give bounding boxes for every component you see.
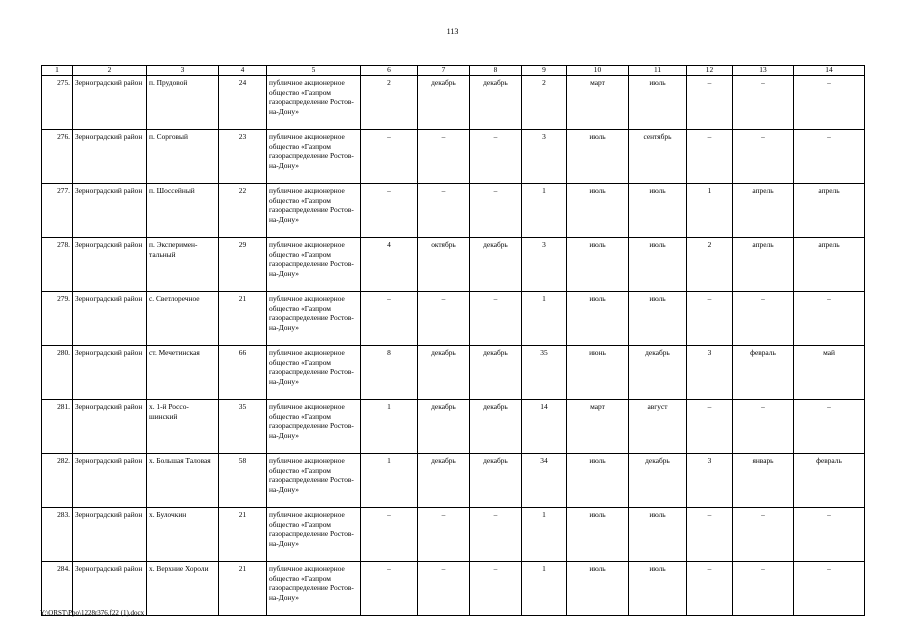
column-7-cell: – <box>418 130 470 184</box>
column-11-cell: сентябрь <box>629 130 687 184</box>
organization-cell: публичное акционерное общество «Газпром газораспределение Ростов-на-Дону» <box>267 184 361 238</box>
table-row <box>42 508 865 562</box>
table-row <box>42 76 865 130</box>
district-cell: Зерноградский район <box>73 130 147 184</box>
row-number: 275. <box>42 76 73 130</box>
column-8-cell: декабрь <box>470 346 522 400</box>
table-row <box>42 184 865 238</box>
column-number: 14 <box>794 66 865 76</box>
column-14-cell: май <box>794 346 865 400</box>
column-12-cell: 2 <box>687 238 733 292</box>
organization-cell: публичное акционерное общество «Газпром газораспределение Ростов-на-Дону» <box>267 238 361 292</box>
column-12-cell: – <box>687 130 733 184</box>
column-12-cell: – <box>687 508 733 562</box>
column-6-cell: 1 <box>361 400 418 454</box>
column-8-cell: – <box>470 562 522 616</box>
column-number: 4 <box>219 66 267 76</box>
organization-cell: публичное акционерное общество «Газпром газораспределение Ростов-на-Дону» <box>267 454 361 508</box>
column-8-cell: – <box>470 184 522 238</box>
settlement-cell: п. Шоссейный <box>147 184 219 238</box>
settlement-cell: х. Булочкин <box>147 508 219 562</box>
column-9-cell: 1 <box>522 292 567 346</box>
column-14-cell: – <box>794 508 865 562</box>
column-14-cell: – <box>794 292 865 346</box>
organization-cell: публичное акционерное общество «Газпром газораспределение Ростов-на-Дону» <box>267 346 361 400</box>
column-11-cell: июль <box>629 292 687 346</box>
column-4-cell: 22 <box>219 184 267 238</box>
column-7-cell: декабрь <box>418 76 470 130</box>
column-number: 13 <box>733 66 794 76</box>
district-cell: Зерноградский район <box>73 454 147 508</box>
district-cell: Зерноградский район <box>73 76 147 130</box>
column-8-cell: декабрь <box>470 400 522 454</box>
column-4-cell: 66 <box>219 346 267 400</box>
column-13-cell: – <box>733 76 794 130</box>
column-4-cell: 35 <box>219 400 267 454</box>
column-14-cell: апрель <box>794 238 865 292</box>
district-cell: Зерноградский район <box>73 184 147 238</box>
column-8-cell: декабрь <box>470 238 522 292</box>
column-14-cell: – <box>794 76 865 130</box>
column-10-cell: июль <box>567 562 629 616</box>
data-table <box>41 65 865 616</box>
settlement-cell: п. Эксперимен-тальный <box>147 238 219 292</box>
column-13-cell: апрель <box>733 238 794 292</box>
column-14-cell: февраль <box>794 454 865 508</box>
organization-cell: публичное акционерное общество «Газпром газораспределение Ростов-на-Дону» <box>267 130 361 184</box>
column-9-cell: 3 <box>522 238 567 292</box>
column-10-cell: март <box>567 76 629 130</box>
row-number: 283. <box>42 508 73 562</box>
column-8-cell: – <box>470 292 522 346</box>
row-number: 276. <box>42 130 73 184</box>
column-10-cell: июнь <box>567 346 629 400</box>
column-number: 5 <box>267 66 361 76</box>
column-6-cell: – <box>361 292 418 346</box>
column-10-cell: июль <box>567 454 629 508</box>
organization-cell: публичное акционерное общество «Газпром газораспределение Ростов-на-Дону» <box>267 508 361 562</box>
column-7-cell: декабрь <box>418 400 470 454</box>
district-cell: Зерноградский район <box>73 346 147 400</box>
column-7-cell: декабрь <box>418 454 470 508</box>
column-number: 2 <box>73 66 147 76</box>
column-number: 10 <box>567 66 629 76</box>
district-cell: Зерноградский район <box>73 508 147 562</box>
column-11-cell: июль <box>629 184 687 238</box>
column-12-cell: – <box>687 562 733 616</box>
column-10-cell: март <box>567 400 629 454</box>
column-9-cell: 3 <box>522 130 567 184</box>
table-row <box>42 130 865 184</box>
column-14-cell: – <box>794 130 865 184</box>
district-cell: Зерноградский район <box>73 238 147 292</box>
column-11-cell: июль <box>629 508 687 562</box>
settlement-cell: х. Верхние Хороли <box>147 562 219 616</box>
column-10-cell: июль <box>567 130 629 184</box>
column-4-cell: 29 <box>219 238 267 292</box>
settlement-cell: п. Сорговый <box>147 130 219 184</box>
column-10-cell: июль <box>567 508 629 562</box>
page-number: 113 <box>446 27 459 36</box>
table-row <box>42 292 865 346</box>
column-8-cell: декабрь <box>470 76 522 130</box>
column-13-cell: – <box>733 562 794 616</box>
column-9-cell: 35 <box>522 346 567 400</box>
column-7-cell: – <box>418 184 470 238</box>
row-number: 277. <box>42 184 73 238</box>
column-13-cell: – <box>733 292 794 346</box>
column-10-cell: июль <box>567 184 629 238</box>
district-cell: Зерноградский район <box>73 292 147 346</box>
column-6-cell: – <box>361 130 418 184</box>
column-4-cell: 21 <box>219 562 267 616</box>
organization-cell: публичное акционерное общество «Газпром газораспределение Ростов-на-Дону» <box>267 562 361 616</box>
column-11-cell: июль <box>629 76 687 130</box>
column-number: 1 <box>42 66 73 76</box>
column-11-cell: декабрь <box>629 454 687 508</box>
column-number: 3 <box>147 66 219 76</box>
column-7-cell: – <box>418 292 470 346</box>
column-number: 11 <box>629 66 687 76</box>
district-cell: Зерноградский район <box>73 400 147 454</box>
settlement-cell: х. 1-й Россо-шинский <box>147 400 219 454</box>
column-number: 12 <box>687 66 733 76</box>
column-4-cell: 21 <box>219 292 267 346</box>
column-13-cell: – <box>733 508 794 562</box>
column-8-cell: – <box>470 130 522 184</box>
column-6-cell: 4 <box>361 238 418 292</box>
row-number: 284. <box>42 562 73 616</box>
column-13-cell: февраль <box>733 346 794 400</box>
settlement-cell: х. Большая Таловая <box>147 454 219 508</box>
organization-cell: публичное акционерное общество «Газпром газораспределение Ростов-на-Дону» <box>267 76 361 130</box>
column-6-cell: 2 <box>361 76 418 130</box>
column-9-cell: 1 <box>522 184 567 238</box>
column-12-cell: 3 <box>687 346 733 400</box>
column-7-cell: декабрь <box>418 346 470 400</box>
column-number: 7 <box>418 66 470 76</box>
column-12-cell: – <box>687 400 733 454</box>
column-14-cell: – <box>794 400 865 454</box>
column-11-cell: август <box>629 400 687 454</box>
row-number: 280. <box>42 346 73 400</box>
settlement-cell: с. Светлоречное <box>147 292 219 346</box>
column-13-cell: апрель <box>733 184 794 238</box>
column-10-cell: июль <box>567 238 629 292</box>
column-13-cell: – <box>733 130 794 184</box>
organization-cell: публичное акционерное общество «Газпром газораспределение Ростов-на-Дону» <box>267 292 361 346</box>
column-13-cell: январь <box>733 454 794 508</box>
column-14-cell: апрель <box>794 184 865 238</box>
column-number-row <box>42 66 865 76</box>
column-9-cell: 34 <box>522 454 567 508</box>
table-row <box>42 238 865 292</box>
column-4-cell: 21 <box>219 508 267 562</box>
column-7-cell: октябрь <box>418 238 470 292</box>
column-11-cell: декабрь <box>629 346 687 400</box>
column-14-cell: – <box>794 562 865 616</box>
row-number: 281. <box>42 400 73 454</box>
settlement-cell: п. Прудовой <box>147 76 219 130</box>
column-6-cell: – <box>361 184 418 238</box>
column-4-cell: 23 <box>219 130 267 184</box>
column-10-cell: июль <box>567 292 629 346</box>
column-9-cell: 2 <box>522 76 567 130</box>
district-cell: Зерноградский район <box>73 562 147 616</box>
column-12-cell: – <box>687 76 733 130</box>
settlement-cell: ст. Мечетинская <box>147 346 219 400</box>
row-number: 282. <box>42 454 73 508</box>
column-7-cell: – <box>418 562 470 616</box>
column-9-cell: 1 <box>522 508 567 562</box>
column-4-cell: 24 <box>219 76 267 130</box>
column-11-cell: июль <box>629 238 687 292</box>
row-number: 279. <box>42 292 73 346</box>
column-6-cell: – <box>361 562 418 616</box>
column-6-cell: 8 <box>361 346 418 400</box>
organization-cell: публичное акционерное общество «Газпром газораспределение Ростов-на-Дону» <box>267 400 361 454</box>
column-12-cell: 1 <box>687 184 733 238</box>
column-12-cell: 3 <box>687 454 733 508</box>
table-row <box>42 454 865 508</box>
column-number: 8 <box>470 66 522 76</box>
column-6-cell: – <box>361 508 418 562</box>
row-number: 278. <box>42 238 73 292</box>
column-9-cell: 1 <box>522 562 567 616</box>
column-9-cell: 14 <box>522 400 567 454</box>
file-path-footer: Y:\ORST\Ppo\1228r376.f22 (1).docx <box>40 609 145 617</box>
column-8-cell: декабрь <box>470 454 522 508</box>
table-row <box>42 346 865 400</box>
column-8-cell: – <box>470 508 522 562</box>
column-7-cell: – <box>418 508 470 562</box>
column-12-cell: – <box>687 292 733 346</box>
column-11-cell: июль <box>629 562 687 616</box>
column-number: 6 <box>361 66 418 76</box>
column-6-cell: 1 <box>361 454 418 508</box>
column-13-cell: – <box>733 400 794 454</box>
table-row <box>42 400 865 454</box>
column-number: 9 <box>522 66 567 76</box>
column-4-cell: 58 <box>219 454 267 508</box>
table-row <box>42 562 865 616</box>
